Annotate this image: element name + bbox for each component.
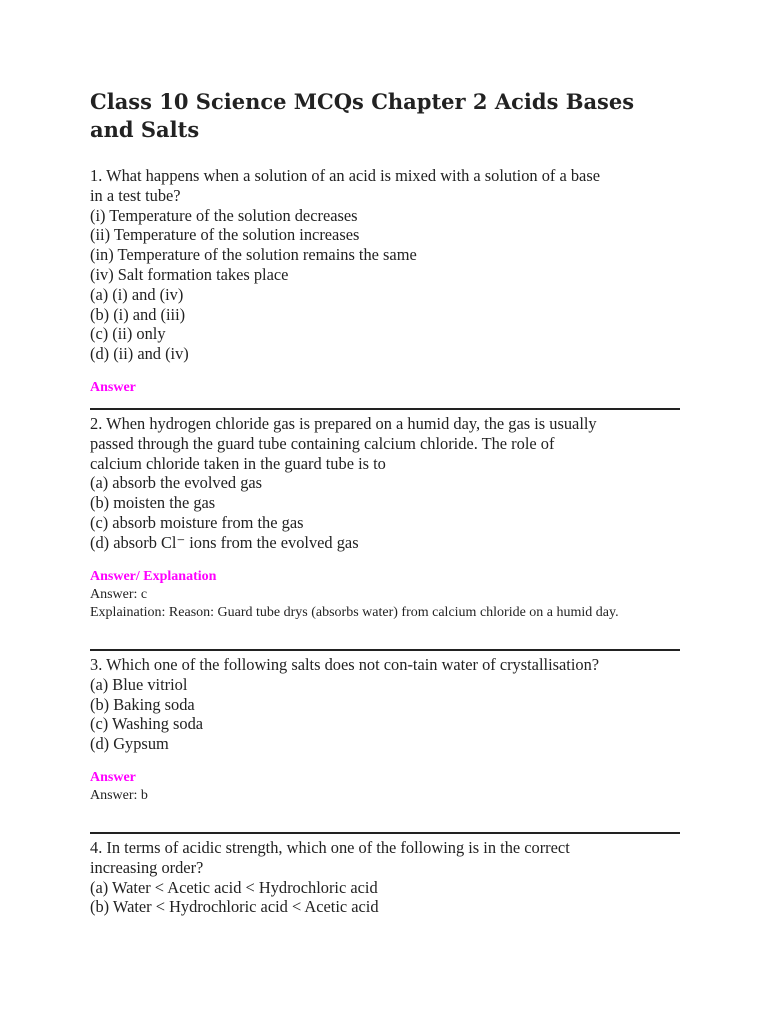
question-1-option: (c) (ii) only [90, 324, 166, 344]
question-1-option: (a) (i) and (iv) [90, 284, 184, 304]
question-2-stem-line: 2. When hydrogen chloride gas is prepared on a humid day, the gas is usually [90, 414, 597, 433]
question-3-option: (c) Washing soda [90, 714, 204, 734]
question-1-option: (d) (ii) and (iv) [90, 344, 189, 364]
question-1-option: (in) Temperature of the solution remains the same [90, 245, 417, 265]
question-3-option: (b) Baking soda [90, 694, 195, 714]
question-1-stem-line: 1. What happens when a solution of an acid is mixed with a solution of a base [90, 166, 600, 185]
answer-2-text: Answer: c [90, 586, 148, 602]
question-3-text [90, 655, 680, 754]
divider [90, 832, 680, 834]
question-4-option: (b) Water < Hydrochloric acid < Acetic acid [90, 897, 379, 917]
question-4-text [90, 838, 680, 917]
question-1-text [90, 166, 680, 364]
question-1-option: (ii) Temperature of the solution increases [90, 225, 360, 245]
question-1-option: (i) Temperature of the solution decreases [90, 205, 358, 225]
answer-toggle-3[interactable]: Answer [90, 769, 136, 785]
question-2-option: (b) moisten the gas [90, 493, 216, 513]
page-title: Class 10 Science MCQs Chapter 2 Acids Bases and Salts [90, 89, 635, 142]
question-1 [90, 166, 680, 397]
divider [90, 408, 680, 410]
question-4-option: (a) Water < Acetic acid < Hydrochloric acid [90, 877, 378, 897]
question-1-option: (iv) Salt formation takes place [90, 264, 289, 284]
question-3-option: (a) Blue vitriol [90, 674, 188, 694]
question-2-option: (c) absorb moisture from the gas [90, 512, 304, 532]
question-2-stem-line: passed through the guard tube containing calcium chloride. The role of [90, 433, 555, 453]
question-4-stem-line: 4. In terms of acidic strength, which one of the following is in the correct [90, 838, 570, 857]
question-1-stem-line: in a test tube? [90, 185, 181, 205]
question-1-option: (b) (i) and (iii) [90, 304, 186, 324]
question-4-stem-line: increasing order? [90, 857, 204, 877]
question-2-stem-line: calcium chloride taken in the guard tube is to [90, 453, 386, 473]
answer-toggle-2[interactable]: Answer/ Explanation [90, 568, 217, 584]
question-3 [90, 655, 680, 805]
divider [90, 649, 680, 651]
document-page [90, 88, 680, 917]
answer-toggle-1[interactable]: Answer [90, 379, 136, 395]
question-4 [90, 838, 680, 917]
answer-2-explanation: Explaination: Reason: Guard tube drys (absorbs water) from calcium chloride on a humid day. [90, 604, 619, 620]
question-3-option: (d) Gypsum [90, 734, 169, 754]
question-2 [90, 414, 680, 622]
question-2-option: (d) absorb Cl⁻ ions from the evolved gas [90, 532, 359, 552]
question-2-text [90, 414, 680, 553]
answer-3-text: Answer: b [90, 787, 148, 803]
question-3-stem-line: 3. Which one of the following salts does not con-tain water of crystallisation? [90, 655, 600, 674]
question-2-option: (a) absorb the evolved gas [90, 473, 263, 493]
